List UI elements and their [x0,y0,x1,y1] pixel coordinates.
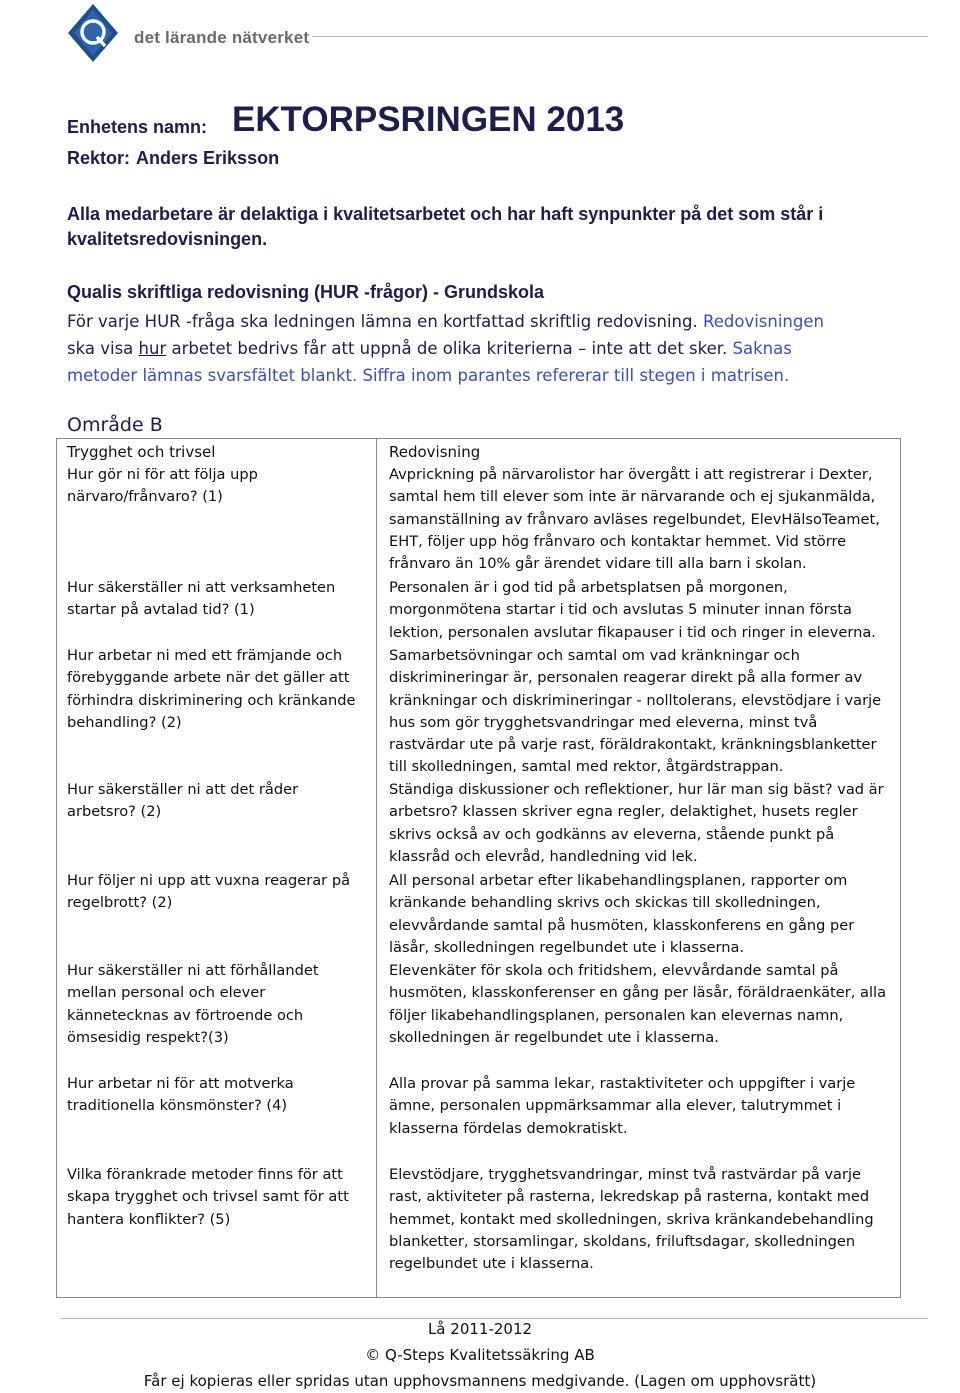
intro-statement: Alla medarbetare är delaktiga i kvalitetsarbetet och har haft synpunkter på det som står i kvalitetsredovisningen. [67,204,824,249]
question-cell: Hur följer ni upp att vuxna reagerar på regelbrott? (2) [67,872,351,912]
question-cell: Hur säkerställer ni att verksamheten startar på avtalad tid? (1) [67,579,336,619]
instr-part-2: Redovisningen [703,312,824,331]
answer-cell: Personalen är i god tid på arbetsplatsen på morgonen, morgonmötena startar i tid och avslutas 5 minuter innan första lektion, personalen avslutar fikapauser i tid och ringer in eleverna. [389,579,876,641]
footer-year: Lå 2011-2012 [427,1320,533,1338]
footer-notice: Får ej kopieras eller spridas utan upphovsmannens medgivande. (Lagen om upphovsrätt) [143,1372,817,1390]
unit-name-label: Enhetens namn: [67,117,208,137]
q-steps-logo [66,2,120,64]
answer-cell: Avprickning på närvarolistor har övergått i att registrerar i Dexter, samtal hem till elever som inte är närvarande och ej sjukanmälda, samanställning av frånvaro avläses regelbundet, ElevHälsoTeamet, EHT, följer upp hög frånvaro och kontaktar hemmet. Vid större frånvaro än 10% går ärendet vidare till alla barn i skolan. [389,466,880,573]
rektor-line [67,148,279,169]
footer-copyright: © Q-Steps Kvalitetssäkring AB [365,1346,595,1364]
instr-part-5: Saknas [732,339,792,358]
answer-cell: Samarbetsövningar och samtal om vad kränkningar och diskrimineringar är, personalen reagerar direkt på alla former av kränkningar och diskrimineringar - nolltolerans, elevstödjare i varje hus som gör trygghetsvandringar med eleverna, minst två rastvärdar ute på varje rast, föräldrakontakt, kränkningsblanketter till skolledningen, samtal med rektor, åtgärdstrappan. [389,647,882,776]
answer-cell: Alla provar på samma lekar, rastaktiviteter och uppgifter i varje ämne, personalen uppmärksammar alla elever, talutrymmet i klasserna fördelas demokratiskt. [389,1075,856,1137]
table-divider [376,438,377,1298]
instr-part-6: metoder lämnas svarsfältet blankt. [67,366,358,385]
rektor-label: Rektor: [67,148,131,168]
answer-cell: Elevstödjare, trygghetsvandringar, minst två rastvärdar på varje rast, aktiviteter på rasterna, lekredskap på rasterna, kontakt med hemmet, kontakt med skolledningen, skriva kränkandebehandling blanketter, storsamlingar, skoldans, friluftsdagar, skolledningen regelbundet ute i klasserna. [389,1166,874,1273]
area-title: Område B [67,414,163,436]
qualis-title: Qualis skriftliga redovisning (HUR -frågor) - Grundskola [67,282,545,302]
question-cell: Vilka förankrade metoder finns för att skapa trygghet och trivsel samt för att hantera konflikter? (5) [67,1166,349,1228]
question-cell: Hur arbetar ni med ett främjande och förebyggande arbete när det gäller att förhindra diskriminering och kränkande behandling? (2) [67,647,356,731]
question-cell: Hur arbetar ni för att motverka traditionella könsmönster? (4) [67,1075,294,1115]
question-cell: Hur säkerställer ni att förhållandet mellan personal och elever kännetecknas av förtroende och ömsesidig respekt?(3) [67,962,319,1046]
column-header-right: Redovisning [389,443,481,461]
rektor-name: Anders Eriksson [136,148,280,168]
question-cell: Hur säkerställer ni att det råder arbetsro? (2) [67,781,299,821]
instructions [67,308,907,389]
instr-part-1: För varje HUR -fråga ska ledningen lämna en kortfattad skriftlig redovisning. [67,312,698,331]
header-rule [312,36,928,37]
unit-name: EKTORPSRINGEN 2013 [232,100,625,139]
answer-cell: Elevenkäter för skola och fritidshem, elevvårdande samtal på husmöten, klasskonferenser en gång per läsår, föräldraenkäter, alla följer likabehandlingsplanen, personalen kan elevernas namn, skolledningen är regelbundet ute i klasserna. [389,962,887,1046]
question-cell: Hur gör ni för att följa upp närvaro/frånvaro? (1) [67,466,258,506]
instr-hur: hur [138,339,167,358]
footer-rule [60,1318,928,1319]
brand-name: det lärande nätverket [134,28,310,47]
answer-cell: Ständiga diskussioner och reflektioner, hur lär man sig bäst? vad är arbetsro? klassen skriver egna regler, delaktighet, husets regler skrivs också av och godkänns av eleverna, stående punkt på klassråd och elevråd, handledning vid lek. [389,781,884,865]
instr-part-4: arbetet bedrivs får att uppnå de olika kriterierna – inte att det sker. [171,339,728,358]
instr-part-7: Siffra inom parantes refererar till stegen i matrisen. [362,366,790,385]
instr-part-3: ska visa [67,339,134,358]
column-header-left: Trygghet och trivsel [67,443,216,461]
answer-cell: All personal arbetar efter likabehandlingsplanen, rapporter om kränkande behandling skrivs och skickas till skolledningen, elevvårdande samtal på husmöten, klasskonferens en gång per läsår, skolledningen regelbundet ute i klasserna. [389,872,855,956]
